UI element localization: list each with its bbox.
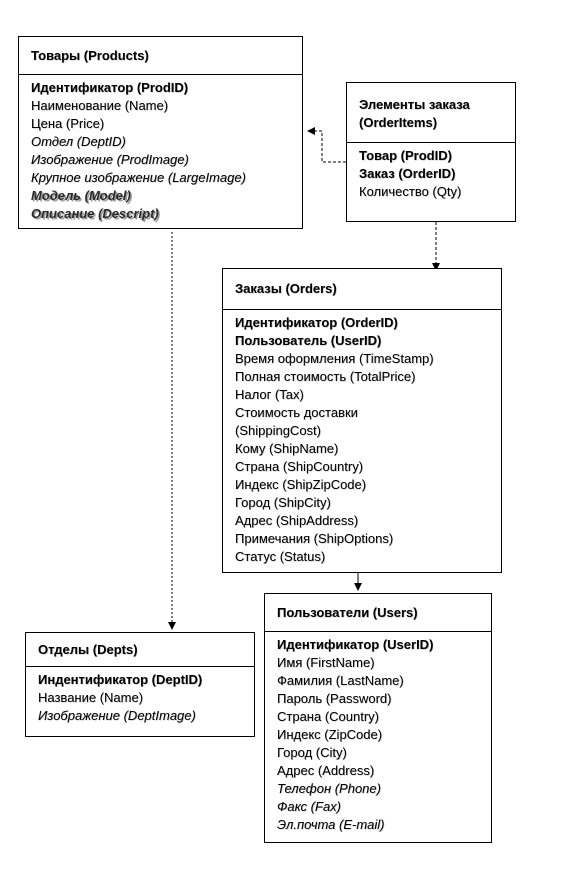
orderitems-field-qty: Количество (Qty) [359, 184, 462, 199]
entity-depts-title [26, 633, 254, 667]
orders-field-tax: Налог (Tax) [235, 387, 304, 402]
entity-orderitems-title-line2: (OrderItems) [359, 114, 438, 130]
entity-orderitems [346, 82, 516, 222]
entity-users-title-text: Пользователи (Users) [277, 604, 418, 620]
entity-products-title [19, 37, 302, 75]
entity-users-title [265, 594, 491, 632]
entity-orders [222, 268, 502, 573]
entity-orders-fields [223, 310, 501, 566]
orders-field-orderid: Идентификатор (OrderID) [235, 315, 398, 330]
orders-field-shipoptions: Примечания (ShipOptions) [235, 531, 394, 546]
entity-products [18, 36, 303, 229]
entity-products-title-text: Товары (Products) [31, 47, 149, 63]
entity-orderitems-fields [347, 143, 515, 201]
orders-field-totalprice: Полная стоимость (TotalPrice) [235, 369, 416, 384]
products-field-name: Наименование (Name) [31, 98, 169, 113]
entity-orders-title-text: Заказы (Orders) [235, 281, 337, 296]
users-field-fax: Факс (Fax) [277, 799, 341, 814]
orders-field-userid: Пользователь (UserID) [235, 333, 382, 348]
orderitems-field-orderid: Заказ (OrderID) [359, 166, 456, 181]
orders-field-shipzipcode: Индекс (ShipZipCode) [235, 477, 367, 492]
orders-field-status: Статус (Status) [235, 549, 326, 564]
depts-field-deptimage: Изображение (DeptImage) [38, 708, 196, 723]
orders-field-timestamp: Время оформления (TimeStamp) [235, 351, 434, 366]
entity-orders-title [223, 269, 501, 310]
users-field-address: Адрес (Address) [277, 763, 375, 778]
users-field-password: Пароль (Password) [277, 691, 392, 706]
users-field-lastname: Фамилия (LastName) [277, 673, 404, 688]
products-field-descript: Описание (Descript) [31, 206, 159, 221]
entity-orderitems-title-line1: Элементы заказа [359, 96, 470, 112]
entity-products-fields [19, 75, 302, 223]
products-field-prodid: Идентификатор (ProdID) [31, 80, 189, 95]
orders-field-shipname: Кому (ShipName) [235, 441, 339, 456]
products-field-largeimage: Крупное изображение (LargeImage) [31, 170, 246, 185]
orders-field-shipaddress: Адрес (ShipAddress) [235, 513, 359, 528]
users-field-email: Эл.почта (E-mail) [277, 817, 385, 832]
orderitems-to-products-connector [308, 131, 346, 162]
entity-users [264, 593, 492, 843]
users-field-country: Страна (Country) [277, 709, 380, 724]
products-field-model: Модель (Model) [31, 188, 131, 203]
entity-orderitems-title [347, 83, 515, 143]
entity-depts-fields [26, 667, 254, 725]
entity-users-fields [265, 632, 491, 834]
entity-depts-title-text: Отделы (Depts) [38, 641, 138, 657]
users-field-phone: Телефон (Phone) [277, 781, 381, 796]
orderitems-field-prodid: Товар (ProdID) [359, 148, 452, 163]
entity-depts [25, 632, 255, 737]
products-field-deptid: Отдел (DeptID) [31, 134, 126, 149]
orders-field-shippingcost: (ShippingCost) [235, 423, 321, 438]
orders-field-shipcountry: Страна (ShipCountry) [235, 459, 364, 474]
users-field-city: Город (City) [277, 745, 347, 760]
products-field-prodimage: Изображение (ProdImage) [31, 152, 189, 167]
users-field-userid: Идентификатор (UserID) [277, 637, 434, 652]
users-field-firstname: Имя (FirstName) [277, 655, 375, 670]
depts-field-name: Название (Name) [38, 690, 144, 705]
depts-field-deptid: Индентификатор (DeptID) [38, 672, 203, 687]
products-field-price: Цена (Price) [31, 116, 105, 131]
orders-field-shipcity: Город (ShipCity) [235, 495, 331, 510]
users-field-zipcode: Индекс (ZipCode) [277, 727, 383, 742]
orders-field-shippingcost-label: Стоимость доставки [235, 405, 358, 420]
